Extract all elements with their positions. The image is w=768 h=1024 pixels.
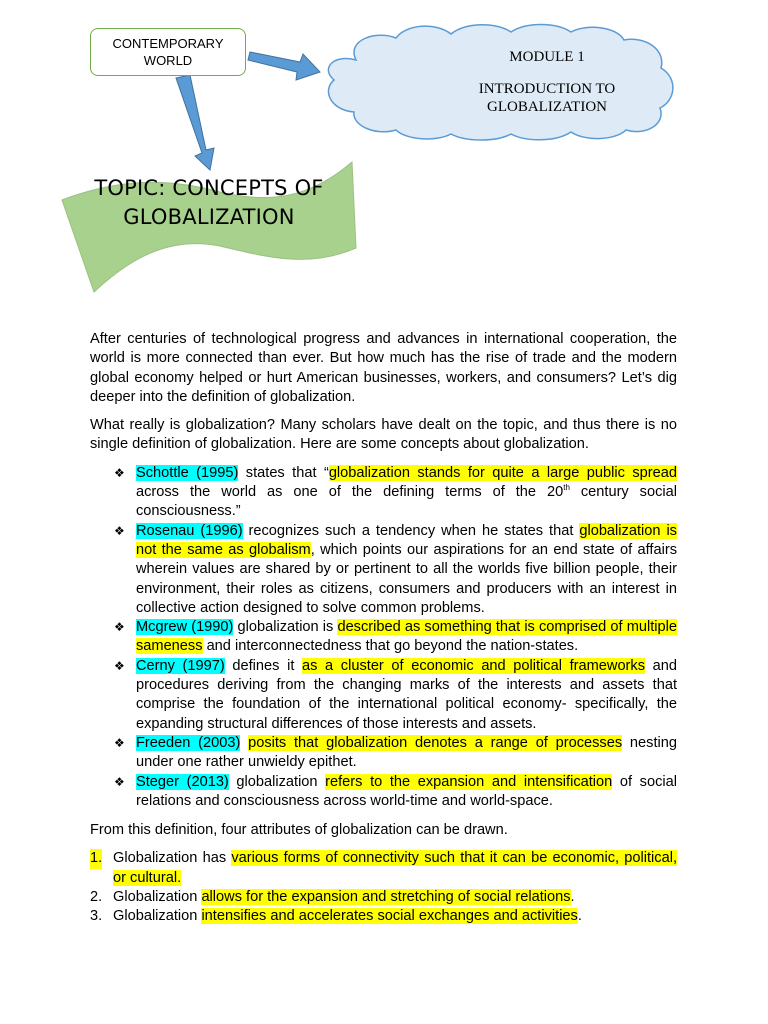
concept-highlight: posits that globalization denotes a range of processes [248, 734, 623, 751]
diamond-bullet-icon: ❖ [114, 523, 125, 538]
arrow-down-icon [176, 75, 214, 170]
list-item [90, 464, 677, 522]
attributes-intro: From this definition, four attributes of globalization can be drawn. [90, 822, 508, 839]
concept-highlight: described as something that is comprised of multiple sameness [136, 619, 678, 655]
concept-text: defines it [224, 657, 303, 674]
module-title: INTRODUCTION TO GLOBALIZATION [478, 81, 616, 115]
concept-text: and interconnectedness that go beyond the nation-states. [202, 638, 579, 655]
list-item [90, 849, 677, 888]
concept-text: globalization [228, 773, 326, 790]
author-citation: Mcgrew (1990) [136, 619, 234, 636]
diamond-bullet-icon: ❖ [114, 658, 125, 673]
diamond-bullet-icon: ❖ [114, 735, 125, 750]
list-number: 3. [90, 908, 103, 925]
concept-highlight: refers to the expansion and intensification [325, 773, 613, 790]
module-label: MODULE 1 [509, 49, 585, 65]
arrow-right-icon [248, 52, 320, 80]
concept-text: globalization is [233, 619, 338, 636]
attributes-list [90, 849, 677, 926]
concept-text: , which points our aspirations for an end state of affairs wherein values are shared by or pertinent to all the worlds five billion people, their environment, their roles as citizens, consumers and producers with an interest in collective action designed to solve common problems. [136, 541, 678, 616]
contemporary-world-label: CONTEMPORARY WORLD [112, 36, 224, 68]
concept-highlight: globalization is not the same as globalism [136, 522, 677, 558]
list-item [90, 734, 677, 773]
list-item [90, 522, 677, 618]
list-number: 1. [90, 849, 102, 868]
contemporary-world-box [90, 28, 246, 76]
concept-highlight: as a cluster of economic and political frameworks [302, 657, 646, 674]
concept-text: and procedures deriving from the changing marks of the interests and assets that comprise the foundation of the international political economy- specifically, the expanding structural differences of those interests and assets. [136, 657, 677, 732]
attribute-text: Globalization has [113, 850, 232, 867]
diamond-bullet-icon: ❖ [114, 620, 125, 635]
diamond-bullet-icon: ❖ [114, 465, 125, 480]
attribute-text: Globalization [113, 889, 202, 906]
attribute-text: . [570, 889, 575, 906]
author-citation: Freeden (2003) [136, 734, 241, 751]
module-cloud-text [440, 48, 654, 116]
list-item [90, 618, 677, 657]
topic-title: TOPIC: CONCEPTS OF GLOBALIZATION [94, 176, 324, 229]
question-paragraph: What really is globalization? Many scholars have dealt on the topic, and thus there is no single definition of globalization. Here are some concepts about globalization. [90, 417, 677, 453]
concept-highlight: globalization stands for quite a large public spread [328, 464, 677, 481]
attribute-highlight: various forms of connectivity such that it can be economic, political, or cultural. [113, 850, 677, 886]
list-number: 2. [90, 889, 103, 906]
list-item [90, 888, 677, 907]
author-citation: Rosenau (1996) [136, 522, 243, 539]
author-citation: Cerny (1997) [136, 657, 225, 674]
attribute-text: . [577, 908, 582, 925]
concepts-list [90, 464, 677, 811]
list-item [90, 657, 677, 734]
concept-text: recognizes such a tendency when he states that [242, 522, 580, 539]
attribute-highlight: intensifies and accelerates social exchanges and activities [201, 908, 578, 925]
author-citation: Steger (2013) [136, 773, 229, 790]
intro-paragraph: After centuries of technological progress and advances in international cooperation, the world is more connected than ever. But how much has the rise of trade and the modern global economy helped or hurt American businesses, workers, and consumers? Let’s dig deeper into the definition of globalization. [90, 331, 677, 405]
concept-text: of social relations and consciousness across world-time and world-space. [136, 773, 677, 809]
author-citation: Schottle (1995) [136, 464, 239, 481]
list-item [90, 907, 677, 926]
attribute-text: Globalization [113, 908, 202, 925]
concept-text [240, 735, 248, 751]
diamond-bullet-icon: ❖ [114, 774, 125, 789]
concept-text: states that “ [238, 464, 329, 481]
concept-text: nesting under one rather unwieldy epithet. [136, 734, 677, 771]
attribute-highlight: allows for the expansion and stretching of social relations [201, 889, 571, 906]
concept-text: across the world as one of the defining terms of the 20 [136, 484, 564, 501]
list-item [90, 773, 677, 812]
superscript: th [563, 483, 570, 493]
concept-text: century social consciousness.” [136, 484, 677, 520]
document-body [90, 330, 677, 927]
